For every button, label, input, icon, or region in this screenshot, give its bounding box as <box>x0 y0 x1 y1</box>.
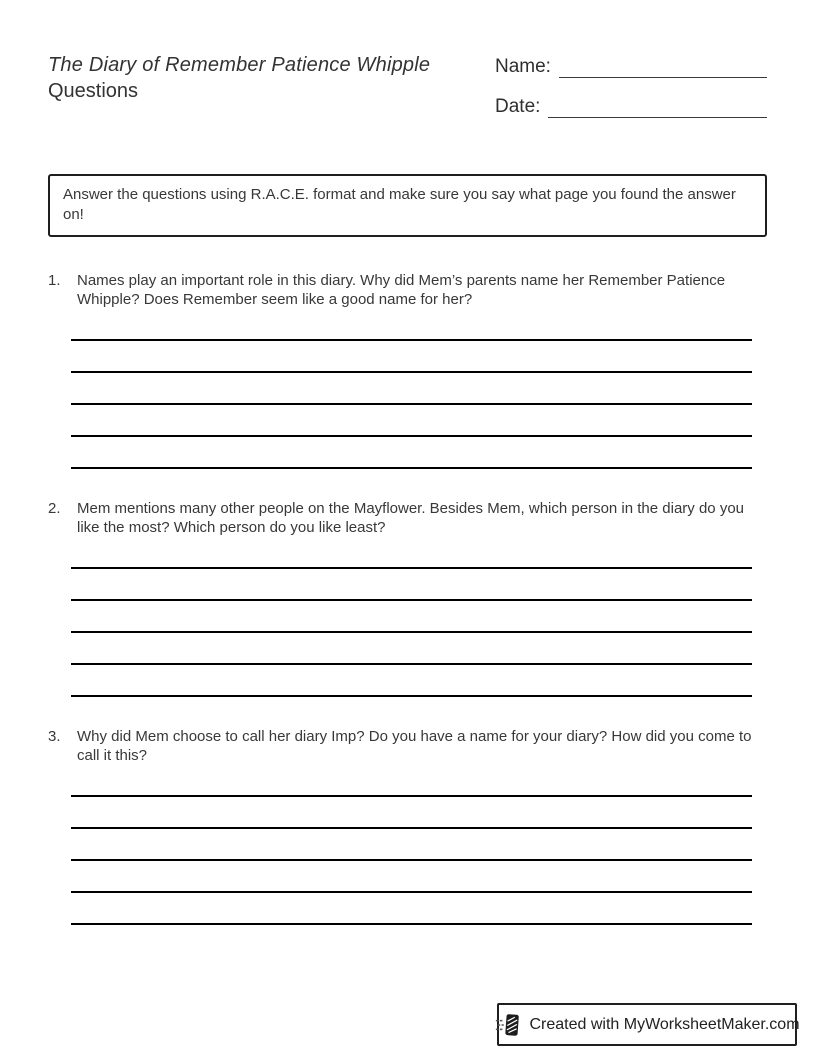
answer-line[interactable] <box>71 373 752 405</box>
answer-line[interactable] <box>71 765 752 797</box>
question-2-answer-area <box>71 537 752 697</box>
question-2-text: Mem mentions many other people on the Mayflower. Besides Mem, which person in the diary do you like the most? Which person do you like least? <box>77 500 745 536</box>
answer-line[interactable] <box>71 569 752 601</box>
question-3 <box>48 727 767 925</box>
answer-line[interactable] <box>71 633 752 665</box>
answer-line[interactable] <box>71 861 752 893</box>
question-1-head <box>48 271 758 309</box>
question-3-text: Why did Mem choose to call her diary Imp? Do you have a name for your diary? How did you come to call it this? <box>77 728 752 764</box>
answer-line[interactable] <box>71 437 752 469</box>
answer-line[interactable] <box>71 665 752 697</box>
page-subtitle: Questions <box>48 80 139 102</box>
question-3-number: 3. <box>48 728 61 745</box>
footer-credit-box <box>497 1003 800 1046</box>
date-input-line[interactable] <box>548 94 767 118</box>
name-label: Name: <box>495 56 551 77</box>
answer-line[interactable] <box>71 601 752 633</box>
header <box>48 52 767 134</box>
answer-line[interactable] <box>71 797 752 829</box>
answer-line[interactable] <box>71 893 752 925</box>
worksheet-maker-logo-icon <box>495 1011 523 1039</box>
question-3-answer-area <box>71 765 752 925</box>
footer-credit-text: Created with MyWorksheetMaker.com <box>529 1015 800 1033</box>
question-2-number: 2. <box>48 500 61 517</box>
question-1-text: Names play an important role in this diary. Why did Mem’s parents name her Remember Patience Whipple? Does Remember seem like a good name for her? <box>77 272 726 308</box>
answer-line[interactable] <box>71 341 752 373</box>
answer-line[interactable] <box>71 309 752 341</box>
question-list <box>48 271 767 925</box>
instruction-text: Answer the questions using R.A.C.E. format and make sure you say what page you found the answer on! <box>63 186 736 223</box>
name-input-line[interactable] <box>559 54 767 78</box>
header-fields <box>495 52 767 134</box>
question-1 <box>48 271 767 469</box>
name-field-row <box>495 54 767 78</box>
title-block <box>48 52 430 104</box>
page-title: The Diary of Remember Patience Whipple <box>48 54 431 76</box>
answer-line[interactable] <box>71 537 752 569</box>
date-field-row <box>495 94 767 118</box>
answer-line[interactable] <box>71 829 752 861</box>
question-3-head <box>48 727 758 765</box>
answer-line[interactable] <box>71 405 752 437</box>
question-1-number: 1. <box>48 272 61 289</box>
question-1-answer-area <box>71 309 752 469</box>
date-label: Date: <box>495 96 541 117</box>
question-2-head <box>48 499 758 537</box>
instruction-box <box>48 174 767 237</box>
question-2 <box>48 499 767 697</box>
